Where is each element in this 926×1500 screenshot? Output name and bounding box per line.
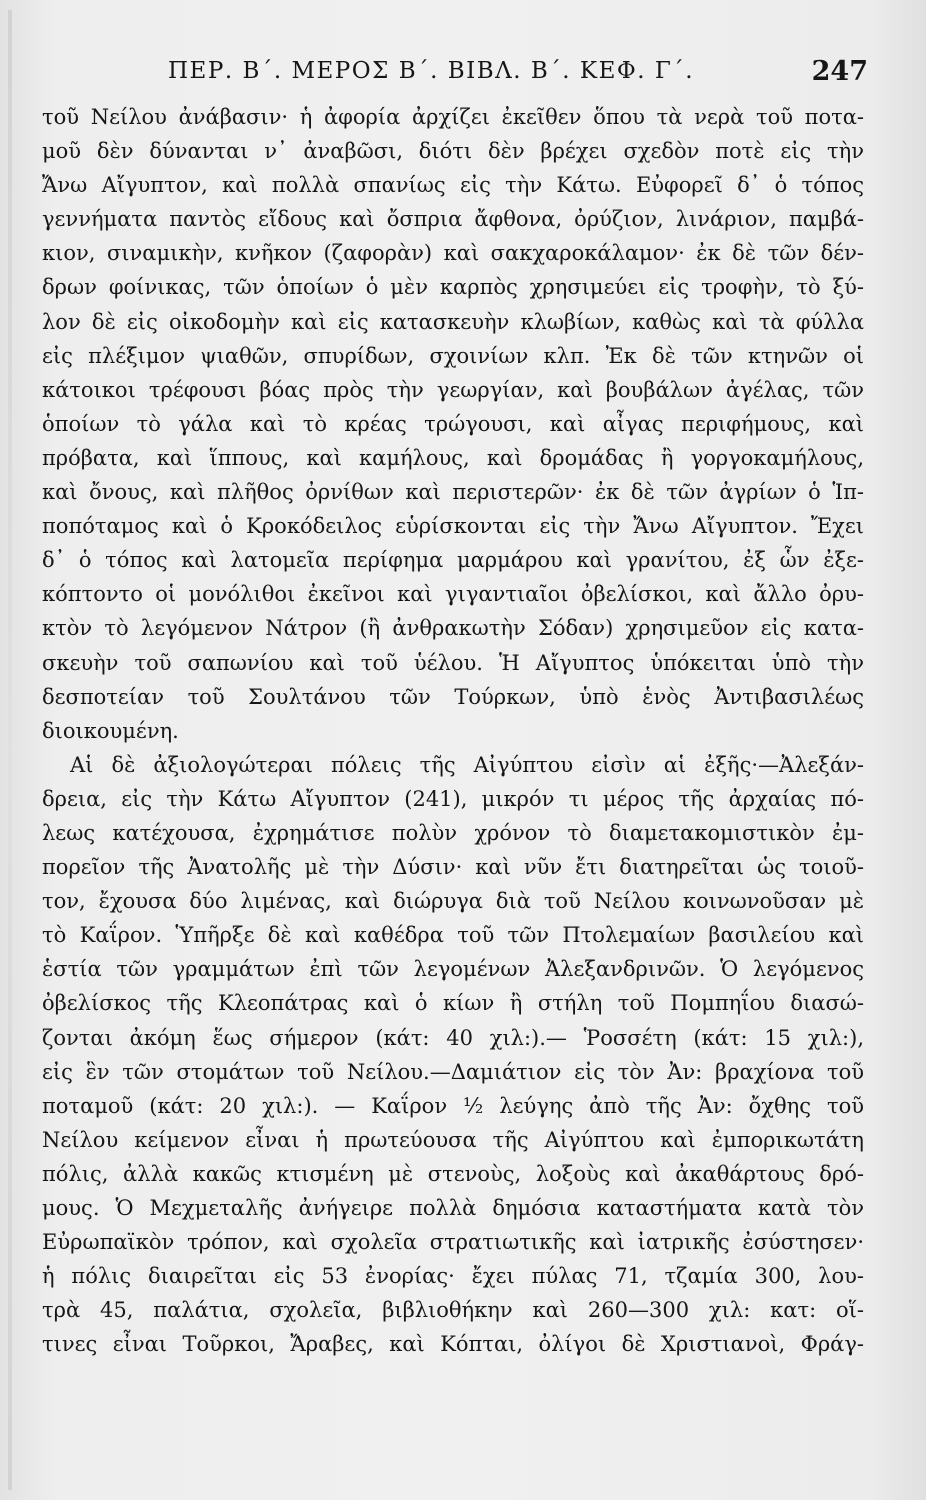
text-line: κιον, σιναμικὴν, κνῆκον (ζαφορὰν) καὶ σακχαροκάλαμον· ἐκ δὲ τῶν δέν- <box>42 241 864 266</box>
running-head: ΠΕΡ. Β΄. ΜΕΡΟΣ Β΄. ΒΙΒΛ. Β΄. ΚΕΦ. Γ΄. <box>168 58 695 84</box>
text-line: μους. Ὁ Μεχμεταλῆς ἀνήγειρε πολλὰ δημόσια καταστήματα κατὰ τὸν <box>42 1196 864 1220</box>
text-line: σκευὴν τοῦ σαπωνίου καὶ τοῦ ὑέλου. Ἡ Αἴγυπτος ὑπόκειται ὑπὸ τὴν <box>42 650 864 675</box>
text-line: ὁποίων τὸ γάλα καὶ τὸ κρέας τρώγουσι, καὶ αἶγας περιφήμους, καὶ <box>42 411 864 436</box>
text-line: τον, ἔχουσα δύο λιμένας, καὶ διώρυγα διὰ τοῦ Νείλου κοινωνοῦσαν μὲ <box>42 889 864 914</box>
text-line: τρὰ 45, παλάτια, σχολεῖα, βιβλιοθήκην καὶ 260—300 χιλ: κατ: οἵ- <box>42 1298 864 1323</box>
text-line: λεως κατέχουσα, ἐχρημάτισε πολὺν χρόνον τὸ διαμετακομιστικὸν ἐμ- <box>42 820 864 845</box>
page-number: 247 <box>811 56 868 87</box>
text-line: τινες εἶναι Τοῦρκοι, Ἄραβες, καὶ Κόπται, ὀλίγοι δὲ Χριστιανοὶ, Φράγ- <box>42 1332 864 1357</box>
text-line: τοῦ Νείλου ἀνάβασιν· ἡ ἀφορία ἀρχίζει ἐκεῖθεν ὅπου τὰ νερὰ τοῦ ποτα- <box>42 105 864 129</box>
text-line: ἑστία τῶν γραμμάτων ἐπὶ τῶν λεγομένων Ἀλεξανδρινῶν. Ὁ λεγόμενος <box>42 957 864 982</box>
text-line: δρεια, εἰς τὴν Κάτω Αἴγυπτον (241), μικρόν τι μέρος τῆς ἀρχαίας πό- <box>42 786 864 811</box>
text-line: εἰς πλέξιμον ψιαθῶν, σπυρίδων, σχοινίων κλπ. Ἐκ δὲ τῶν κτηνῶν οἱ <box>42 343 864 368</box>
text-line: ὀβελίσκος τῆς Κλεοπάτρας καὶ ὁ κίων ἢ στήλη τοῦ Πομπηΐου διασώ- <box>42 991 864 1016</box>
text-line: καὶ ὄνους, καὶ πλῆθος ὀρνίθων καὶ περιστερῶν· ἐκ δὲ τῶν ἀγρίων ὁ Ἱπ- <box>42 480 864 505</box>
text-line: δ᾽ ὁ τόπος καὶ λατομεῖα περίφημα μαρμάρου καὶ γρανίτου, ἐξ ὧν ἐξε- <box>42 548 864 573</box>
text-line: πρόβατα, καὶ ἵππους, καὶ καμήλους, καὶ δρομάδας ἢ γοργοκαμήλους, <box>42 445 864 470</box>
text-line: Νείλου κείμενον εἶναι ἡ πρωτεύουσα τῆς Αἰγύπτου καὶ ἐμπορικωτάτη <box>42 1127 864 1152</box>
text-line: πόλις, ἀλλὰ κακῶς κτισμένη μὲ στενοὺς, λοξοὺς καὶ ἀκαθάρτους δρό- <box>42 1161 864 1186</box>
text-line: γεννήματα παντὸς εἴδους καὶ ὄσπρια ἄφθονα, ὀρύζιον, λινάριον, παμβά- <box>42 207 864 232</box>
text-line: μοῦ δὲν δύνανται ν᾽ ἀναβῶσι, διότι δὲν βρέχει σχεδὸν ποτὲ εἰς τὴν <box>42 139 864 164</box>
text-line: Εὐρωπαϊκὸν τρόπον, καὶ σχολεῖα στρατιωτικῆς καὶ ἰατρικῆς ἐσύστησεν· <box>42 1230 864 1255</box>
text-line: εἰς ἓν τῶν στομάτων τοῦ Νείλου.—Δαμιάτιον εἰς τὸν Ἀν: βραχίονα τοῦ <box>42 1059 864 1084</box>
text-line: ποπόταμος καὶ ὁ Κροκόδειλος εὑρίσκονται εἰς τὴν Ἄνω Αἴγυπτον. Ἔχει <box>42 514 864 539</box>
text-line: κόπτοντο οἱ μονόλιθοι ἐκεῖνοι καὶ γιγαντιαῖοι ὀβελίσκοι, καὶ ἄλλο ὀρυ- <box>42 582 864 607</box>
text-line: κτὸν τὸ λεγόμενον Νάτρον (ἢ ἀνθρακωτὴν Σόδαν) χρησιμεῦον εἰς κατα- <box>42 616 864 641</box>
text-line: δεσποτείαν τοῦ Σουλτάνου τῶν Τούρκων, ὑπὸ ἑνὸς Ἀντιβασιλέως <box>42 684 864 709</box>
body-text <box>40 100 864 1361</box>
text-line: κάτοικοι τρέφουσι βόας πρὸς τὴν γεωργίαν, καὶ βουβάλων ἀγέλας, τῶν <box>42 377 864 402</box>
text-line: τὸ Καΐρον. Ὑπῆρξε δὲ καὶ καθέδρα τοῦ τῶν Πτολεμαίων βασιλείου καὶ <box>42 923 864 948</box>
text-line: ζονται ἀκόμη ἕως σήμερον (κάτ: 40 χιλ:).— Ῥοσσέτη (κάτ: 15 χιλ:), <box>42 1025 864 1050</box>
paragraph-end-line: διοικουμένη. <box>42 718 179 743</box>
text-line: λον δὲ εἰς οἰκοδομὴν καὶ εἰς κατασκευὴν κλωβίων, καθὼς καὶ τὰ φύλλα <box>42 309 864 334</box>
text-line: ἡ πόλις διαιρεῖται εἰς 53 ἐνορίας· ἔχει πύλας 71, τζαμία 300, λου- <box>42 1264 864 1289</box>
text-line: δρων φοίνικας, τῶν ὁποίων ὁ μὲν καρπὸς χρησιμεύει εἰς τροφὴν, τὸ ξύ- <box>42 275 864 300</box>
paragraph-start-line: Αἱ δὲ ἀξιολογώτεραι πόλεις τῆς Αἰγύπτου εἰσὶν αἱ ἐξῆς·—Ἀλεξάν- <box>70 752 864 777</box>
page-gutter-shadow <box>8 10 12 1490</box>
text-line: ποταμοῦ (κάτ: 20 χιλ:). — Καΐρον ½ λεύγης ἀπὸ τῆς Ἀν: ὄχθης τοῦ <box>42 1093 864 1118</box>
text-line: πορεῖον τῆς Ἀνατολῆς μὲ τὴν Δύσιν· καὶ νῦν ἔτι διατηρεῖται ὡς τοιοῦ- <box>42 855 864 880</box>
text-line: Ἄνω Αἴγυπτον, καὶ πολλὰ σπανίως εἰς τὴν Κάτω. Εὐφορεῖ δ᾽ ὁ τόπος <box>42 173 864 198</box>
page-header <box>168 58 868 90</box>
